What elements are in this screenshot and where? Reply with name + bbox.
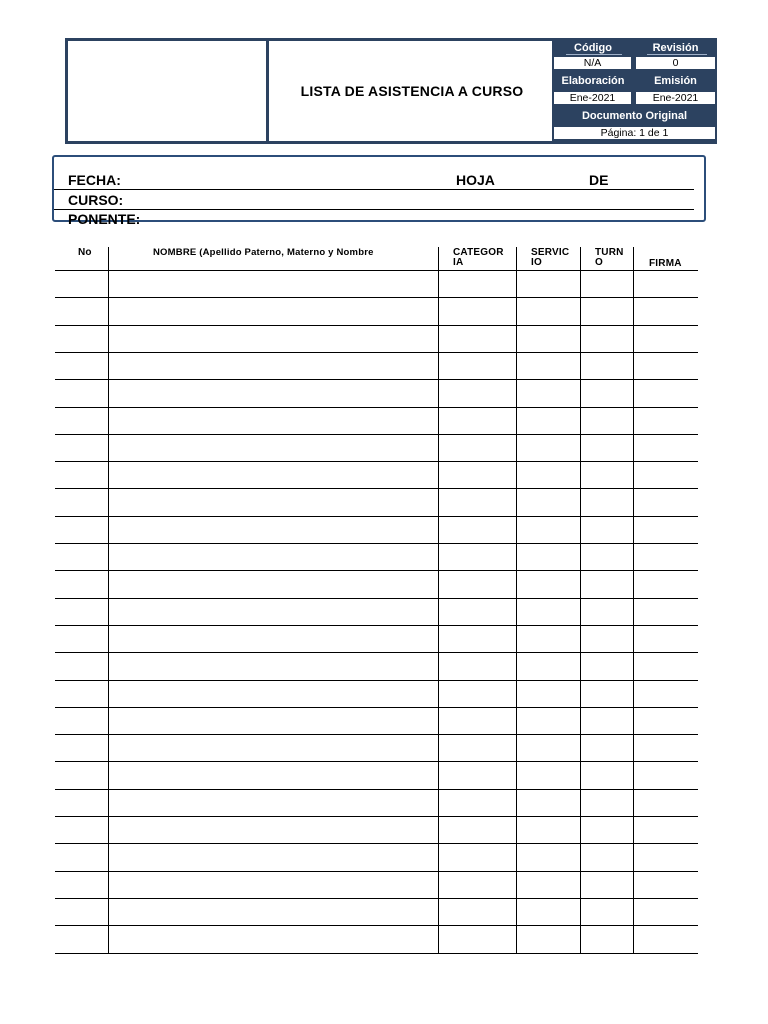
column-divider <box>438 247 439 953</box>
de-label: DE <box>589 172 609 188</box>
course-info-box <box>52 155 706 227</box>
table-row-line <box>55 461 698 462</box>
column-divider <box>633 247 634 953</box>
codigo-underline <box>566 54 622 55</box>
column-divider <box>108 247 109 953</box>
table-row-line <box>55 488 698 489</box>
table-row-line <box>55 898 698 899</box>
table-row-line <box>55 789 698 790</box>
col-header-turno-l1: TURN <box>595 247 624 258</box>
table-row-line <box>55 625 698 626</box>
table-row-line <box>55 871 698 872</box>
fecha-line <box>54 189 694 190</box>
elaboracion-label: Elaboración <box>561 75 625 87</box>
curso-label: CURSO: <box>68 192 124 208</box>
table-row-line <box>55 652 698 653</box>
document-control-panel <box>552 41 717 141</box>
table-row-line <box>55 953 698 954</box>
attendance-table <box>55 243 698 953</box>
revision-underline <box>647 54 707 55</box>
table-row-line <box>55 761 698 762</box>
revision-label: Revisión <box>652 42 699 54</box>
table-row-line <box>55 734 698 735</box>
table-row-line <box>55 925 698 926</box>
ponente-label: PONENTE: <box>68 211 141 227</box>
curso-line <box>54 209 694 210</box>
emision-label: Emisión <box>654 75 697 87</box>
table-row-line <box>55 816 698 817</box>
documento-original-label: Documento Original <box>581 110 688 122</box>
col-header-no: No <box>78 247 92 258</box>
table-row-line <box>55 516 698 517</box>
logo-cell <box>68 41 269 141</box>
table-row-line <box>55 707 698 708</box>
emision-value: Ene-2021 <box>636 92 715 104</box>
codigo-label: Código <box>574 42 612 54</box>
col-header-categoria-l2: IA <box>453 257 464 268</box>
table-row-line <box>55 270 698 271</box>
table-row-line <box>55 680 698 681</box>
col-header-servicio-l1: SERVIC <box>531 247 570 258</box>
column-divider <box>580 247 581 953</box>
hoja-label: HOJA <box>456 172 495 188</box>
column-divider <box>516 247 517 953</box>
table-row-line <box>55 297 698 298</box>
document-title: LISTA DE ASISTENCIA A CURSO <box>300 83 524 99</box>
pagina-value: Página: 1 de 1 <box>554 127 715 139</box>
codigo-value: N/A <box>554 57 631 69</box>
table-row-line <box>55 352 698 353</box>
table-row-line <box>55 379 698 380</box>
table-row-line <box>55 434 698 435</box>
table-row-line <box>55 407 698 408</box>
col-header-categoria-l1: CATEGOR <box>453 247 504 258</box>
document-header <box>65 38 717 144</box>
col-header-turno-l2: O <box>595 257 603 268</box>
title-cell <box>272 41 552 141</box>
table-row-line <box>55 325 698 326</box>
table-row-line <box>55 843 698 844</box>
col-header-firma: FIRMA <box>649 258 682 269</box>
col-header-servicio-l2: IO <box>531 257 542 268</box>
revision-value: 0 <box>636 57 715 69</box>
col-header-nombre: NOMBRE (Apellido Paterno, Materno y Nombre <box>153 247 374 258</box>
table-row-line <box>55 570 698 571</box>
fecha-label: FECHA: <box>68 172 121 188</box>
elaboracion-value: Ene-2021 <box>554 92 631 104</box>
table-row-line <box>55 598 698 599</box>
table-row-line <box>55 543 698 544</box>
